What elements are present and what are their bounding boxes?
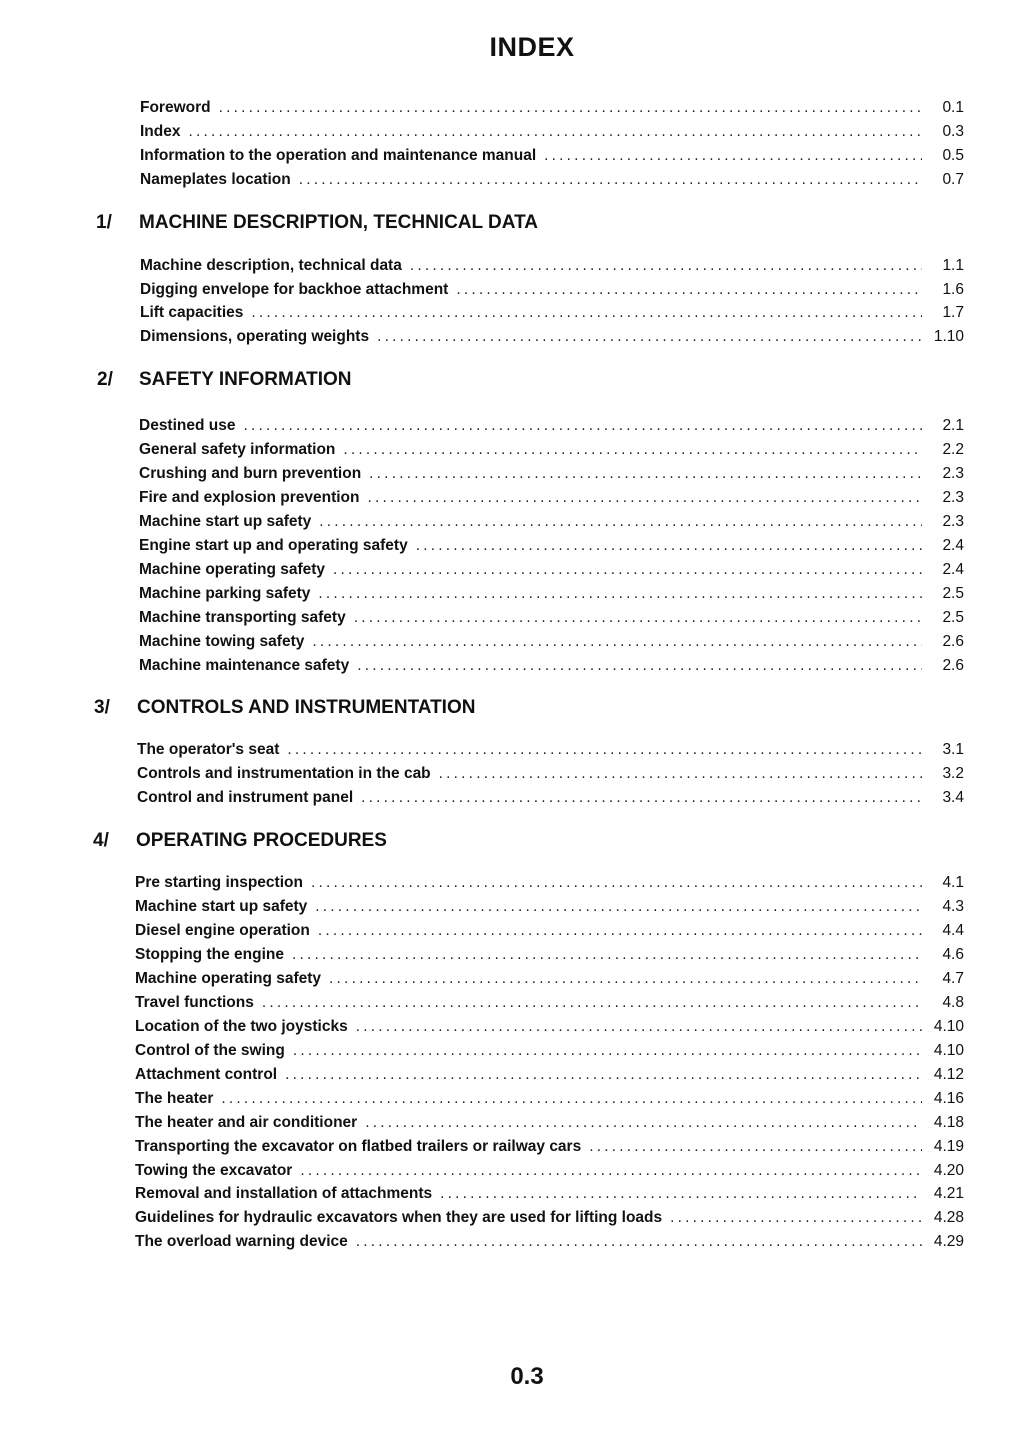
toc-entry-page: 1.10: [933, 328, 964, 345]
dot-leader: [287, 739, 922, 761]
toc-entry[interactable]: [139, 559, 964, 581]
dot-leader: [333, 559, 922, 581]
toc-entry-label: Engine start up and operating safety: [139, 537, 408, 554]
toc-entry[interactable]: [135, 1088, 964, 1110]
toc-entry-label: The operator's seat: [137, 741, 280, 758]
toc-entry-label: Destined use: [139, 417, 236, 434]
dot-leader: [369, 463, 922, 485]
toc-entry-page: 1.6: [942, 281, 964, 298]
toc-entry[interactable]: [137, 763, 964, 785]
toc-entry[interactable]: [139, 487, 964, 509]
toc-entry[interactable]: [135, 1040, 964, 1062]
dot-leader: [285, 1064, 922, 1086]
toc-entry-page: 4.6: [942, 946, 964, 963]
dot-leader: [440, 1183, 922, 1205]
toc-entry[interactable]: [140, 326, 964, 348]
dot-leader: [251, 302, 922, 324]
toc-entry-manual-information[interactable]: [140, 145, 964, 167]
toc-entry-label: Index: [140, 123, 181, 140]
dot-leader: [367, 487, 922, 509]
toc-entry[interactable]: [139, 631, 964, 653]
toc-entry-page: 2.3: [942, 465, 964, 482]
section-heading-2: [97, 367, 597, 393]
toc-entry[interactable]: [135, 968, 964, 990]
toc-entry-page: 2.5: [942, 609, 964, 626]
toc-entry-page: 4.7: [942, 970, 964, 987]
toc-entry-label: Machine description, technical data: [140, 257, 402, 274]
toc-entry[interactable]: [139, 583, 964, 605]
toc-entry-page: 4.12: [933, 1066, 964, 1083]
section-heading-1: [96, 210, 596, 236]
dot-leader: [439, 763, 922, 785]
toc-entry-page: 2.6: [942, 633, 964, 650]
dot-leader: [219, 97, 922, 119]
toc-entry-page: 4.16: [933, 1090, 964, 1107]
toc-entry-label: Machine start up safety: [139, 513, 312, 530]
dot-leader: [416, 535, 922, 557]
toc-entry-label: Controls and instrumentation in the cab: [137, 765, 431, 782]
toc-entry[interactable]: [135, 1112, 964, 1134]
toc-entry[interactable]: [139, 463, 964, 485]
toc-entry-page: 4.28: [933, 1209, 964, 1226]
toc-entry[interactable]: [139, 655, 964, 677]
toc-entry-label: The overload warning device: [135, 1233, 348, 1250]
toc-entry-label: Machine towing safety: [139, 633, 305, 650]
dot-leader: [377, 326, 922, 348]
toc-entry-label: Fire and explosion prevention: [139, 489, 360, 506]
toc-entry[interactable]: [139, 535, 964, 557]
toc-entry-page: 4.10: [933, 1042, 964, 1059]
dot-leader: [221, 1088, 922, 1110]
section-number: 1/: [96, 212, 112, 233]
section-title: CONTROLS AND INSTRUMENTATION: [137, 697, 476, 718]
dot-leader: [544, 145, 922, 167]
toc-entry-page: 4.20: [933, 1162, 964, 1179]
toc-entry-label: Travel functions: [135, 994, 254, 1011]
toc-entry-page: 4.21: [933, 1185, 964, 1202]
toc-entry-label: Control of the swing: [135, 1042, 285, 1059]
toc-entry[interactable]: [135, 1016, 964, 1038]
section-title: MACHINE DESCRIPTION, TECHNICAL DATA: [139, 212, 538, 233]
dot-leader: [262, 992, 922, 1014]
toc-entry[interactable]: [140, 255, 964, 277]
toc-entry-label: The heater: [135, 1090, 214, 1107]
toc-entry-label: Removal and installation of attachments: [135, 1185, 433, 1202]
section-title: OPERATING PROCEDURES: [136, 830, 387, 851]
toc-entry-label: Machine operating safety: [135, 970, 322, 987]
dot-leader: [361, 787, 922, 809]
section-title: SAFETY INFORMATION: [139, 369, 352, 390]
toc-entry-nameplates[interactable]: [140, 169, 964, 191]
footer-page-number: 0.3: [510, 1363, 544, 1390]
dot-leader: [356, 1231, 922, 1253]
toc-entry-page: 1.1: [942, 257, 964, 274]
dot-leader: [293, 1040, 922, 1062]
dot-leader: [299, 169, 922, 191]
toc-entry-page: 1.7: [942, 304, 964, 321]
toc-entry[interactable]: [135, 944, 964, 966]
dot-leader: [354, 607, 922, 629]
toc-entry-label: Machine transporting safety: [139, 609, 346, 626]
dot-leader: [311, 872, 922, 894]
toc-entry-label: Diesel engine operation: [135, 922, 310, 939]
toc-entry[interactable]: [137, 739, 964, 761]
toc-entry-label: Guidelines for hydraulic excavators when they are used for lifting loads: [135, 1209, 663, 1226]
section-number: 2/: [97, 369, 113, 390]
toc-entry-page: 2.6: [942, 657, 964, 674]
toc-entry-label: Transporting the excavator on flatbed trailers or railway cars: [135, 1138, 582, 1155]
toc-entry[interactable]: [135, 1231, 964, 1253]
toc-entry-page: 4.3: [942, 898, 964, 915]
toc-entry[interactable]: [135, 1207, 964, 1229]
dot-leader: [300, 1160, 922, 1182]
toc-entry-label: Attachment control: [135, 1066, 278, 1083]
toc-entry-page: 0.7: [942, 171, 964, 188]
section-number: 3/: [94, 697, 110, 718]
dot-leader: [343, 439, 922, 461]
dot-leader: [312, 631, 922, 653]
toc-entry-page: 0.3: [942, 123, 964, 140]
toc-entry-page: 3.2: [942, 765, 964, 782]
dot-leader: [292, 944, 922, 966]
toc-entry[interactable]: [135, 1064, 964, 1086]
toc-entry-page: 4.29: [933, 1233, 964, 1250]
toc-entry[interactable]: [135, 920, 964, 942]
dot-leader: [589, 1136, 922, 1158]
dot-leader: [188, 121, 922, 143]
toc-entry-label: Machine start up safety: [135, 898, 308, 915]
toc-entry-label: Nameplates location: [140, 171, 291, 188]
toc-entry-label: Machine parking safety: [139, 585, 311, 602]
toc-entry-label: Information to the operation and maintenance manual: [140, 147, 537, 164]
toc-entry-page: 2.4: [942, 561, 964, 578]
toc-entry-label: Towing the excavator: [135, 1162, 293, 1179]
toc-entry-label: Dimensions, operating weights: [140, 328, 370, 345]
dot-leader: [329, 968, 922, 990]
toc-entry-page: 2.4: [942, 537, 964, 554]
toc-entry[interactable]: [135, 1183, 964, 1205]
section-number: 4/: [93, 830, 109, 851]
dot-leader: [670, 1207, 922, 1229]
toc-entry[interactable]: [140, 302, 964, 324]
toc-entry-page: 4.8: [942, 994, 964, 1011]
toc-entry-foreword[interactable]: [140, 97, 964, 119]
toc-entry[interactable]: [135, 896, 964, 918]
toc-entry-label: Foreword: [140, 99, 211, 116]
toc-entry-page: 0.1: [942, 99, 964, 116]
toc-entry[interactable]: [135, 872, 964, 894]
toc-entry-page: 2.1: [942, 417, 964, 434]
toc-entry[interactable]: [135, 1160, 964, 1182]
dot-leader: [357, 655, 922, 677]
toc-entry-page: 3.1: [942, 741, 964, 758]
toc-entry-index[interactable]: [140, 121, 964, 143]
toc-entry-label: Digging envelope for backhoe attachment: [140, 281, 449, 298]
toc-entry-label: Pre starting inspection: [135, 874, 303, 891]
toc-entry-label: The heater and air conditioner: [135, 1114, 358, 1131]
dot-leader: [410, 255, 922, 277]
toc-entry-label: Machine operating safety: [139, 561, 326, 578]
toc-entry[interactable]: [139, 511, 964, 533]
dot-leader: [315, 896, 922, 918]
toc-entry-page: 4.1: [942, 874, 964, 891]
toc-entry-page: 4.18: [933, 1114, 964, 1131]
dot-leader: [356, 1016, 922, 1038]
toc-entry-page: 2.5: [942, 585, 964, 602]
toc-entry-label: Stopping the engine: [135, 946, 284, 963]
toc-entry-page: 2.3: [942, 489, 964, 506]
toc-entry-label: Control and instrument panel: [137, 789, 354, 806]
section-heading-4: [93, 828, 593, 854]
dot-leader: [456, 279, 922, 301]
toc-entry-label: Lift capacities: [140, 304, 244, 321]
toc-entry-label: Machine maintenance safety: [139, 657, 350, 674]
toc-entry[interactable]: [139, 607, 964, 629]
page-title: INDEX: [489, 32, 575, 62]
dot-leader: [365, 1112, 922, 1134]
toc-entry-page: 2.2: [942, 441, 964, 458]
toc-entry-page: 2.3: [942, 513, 964, 530]
toc-entry[interactable]: [135, 992, 964, 1014]
toc-entry[interactable]: [140, 279, 964, 301]
toc-entry-page: 4.4: [942, 922, 964, 939]
toc-entry[interactable]: [139, 415, 964, 437]
dot-leader: [319, 511, 922, 533]
toc-entry-page: 3.4: [942, 789, 964, 806]
toc-entry[interactable]: [137, 787, 964, 809]
section-heading-3: [94, 695, 594, 721]
dot-leader: [318, 583, 922, 605]
toc-entry[interactable]: [139, 439, 964, 461]
toc-entry-label: Crushing and burn prevention: [139, 465, 362, 482]
toc-entry-label: General safety information: [139, 441, 336, 458]
toc-entry-page: 4.10: [933, 1018, 964, 1035]
dot-leader: [243, 415, 922, 437]
dot-leader: [318, 920, 922, 942]
toc-entry[interactable]: [135, 1136, 964, 1158]
toc-entry-page: 4.19: [933, 1138, 964, 1155]
toc-entry-label: Location of the two joysticks: [135, 1018, 348, 1035]
toc-entry-page: 0.5: [942, 147, 964, 164]
